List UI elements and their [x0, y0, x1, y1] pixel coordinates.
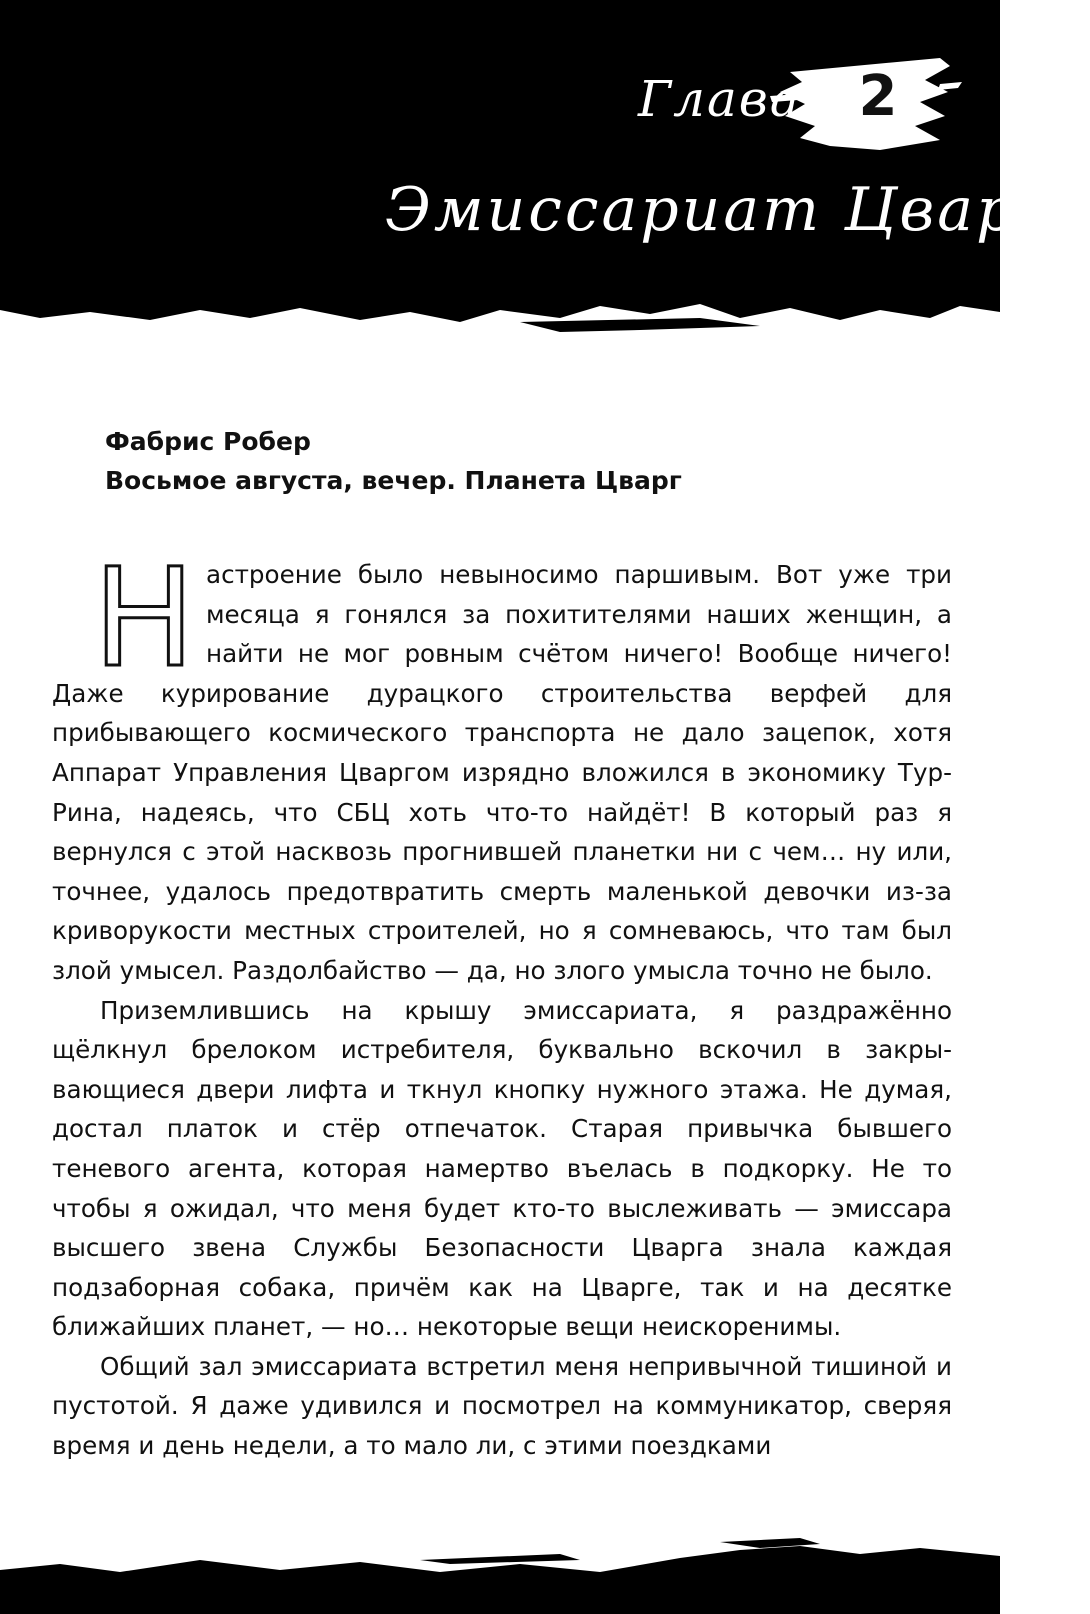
chapter-header-band	[0, 0, 1090, 340]
paragraph-text: астроение было невыносимо паршивым. Вот уже три месяца я гонялся за похитителями наших женщин, а найти не мог ровным счётом ничего! Вообще ничего! Даже курирование дурацкого строительства верфей для прибывающего космического транспорта не дало зацепок, хотя Аппарат Управления Цваргом изрядно вложился в экономику Тур-Рина, надеясь, что СБЦ хоть что-то найдёт! В который раз я вернулся с этой насквозь прогнившей планетки ни с чем… ну или, точнее, удалось предотвратить смерть маленькой девочки из-за криворукости местных строителей, но я сомневаюсь, что там был злой умысел. Раздолбайство — да, но злого умысла точно не было.	[52, 560, 952, 985]
chapter-number: 2	[858, 64, 898, 129]
narrator-name: Фабрис Робер	[105, 427, 311, 456]
chapter-body-text	[52, 540, 952, 1500]
section-subheading	[105, 422, 965, 500]
paragraph	[52, 540, 952, 991]
paragraph: Общий зал эмиссариата встретил меня непривычной тишиной и пустотой. Я даже удивился и посмотрел на коммуникатор, сверяя время и день недели, а то мало ли, с этими поездками	[52, 1351, 952, 1461]
footer-brush-band	[0, 1520, 1000, 1614]
date-and-place: Восьмое августа, вечер. Планета Цварг	[105, 466, 682, 495]
chapter-label: Глава	[638, 70, 802, 128]
chapter-title: Эмиссариат Цварга	[385, 175, 1090, 245]
brush-stroke-footer	[0, 1520, 1000, 1614]
paragraph: Приземлившись на крышу эмиссариата, я раздражённо щёлкнул брелоком истребителя, буквально вскочил в закрывающиеся двери лифта и ткнул кнопку нужного этажа. Не думая, достал платок и стёр отпечаток. Старая привычка бывшего теневого агента, которая намертво въелась в подкорку. Не то чтобы я ожидал, что меня будет кто-то выслеживать — эмиссара высшего звена Службы Безопасности Цварга знала каждая подзаборная собака, причём как на Цварге, так и на десятке ближайших планет, — но… некоторые вещи неискоренимы.	[52, 995, 952, 1342]
drop-cap-glyph	[92, 540, 196, 698]
drop-cap	[92, 540, 196, 698]
brush-stroke-header	[0, 0, 1090, 340]
drop-cap-letter: Н	[92, 540, 196, 698]
